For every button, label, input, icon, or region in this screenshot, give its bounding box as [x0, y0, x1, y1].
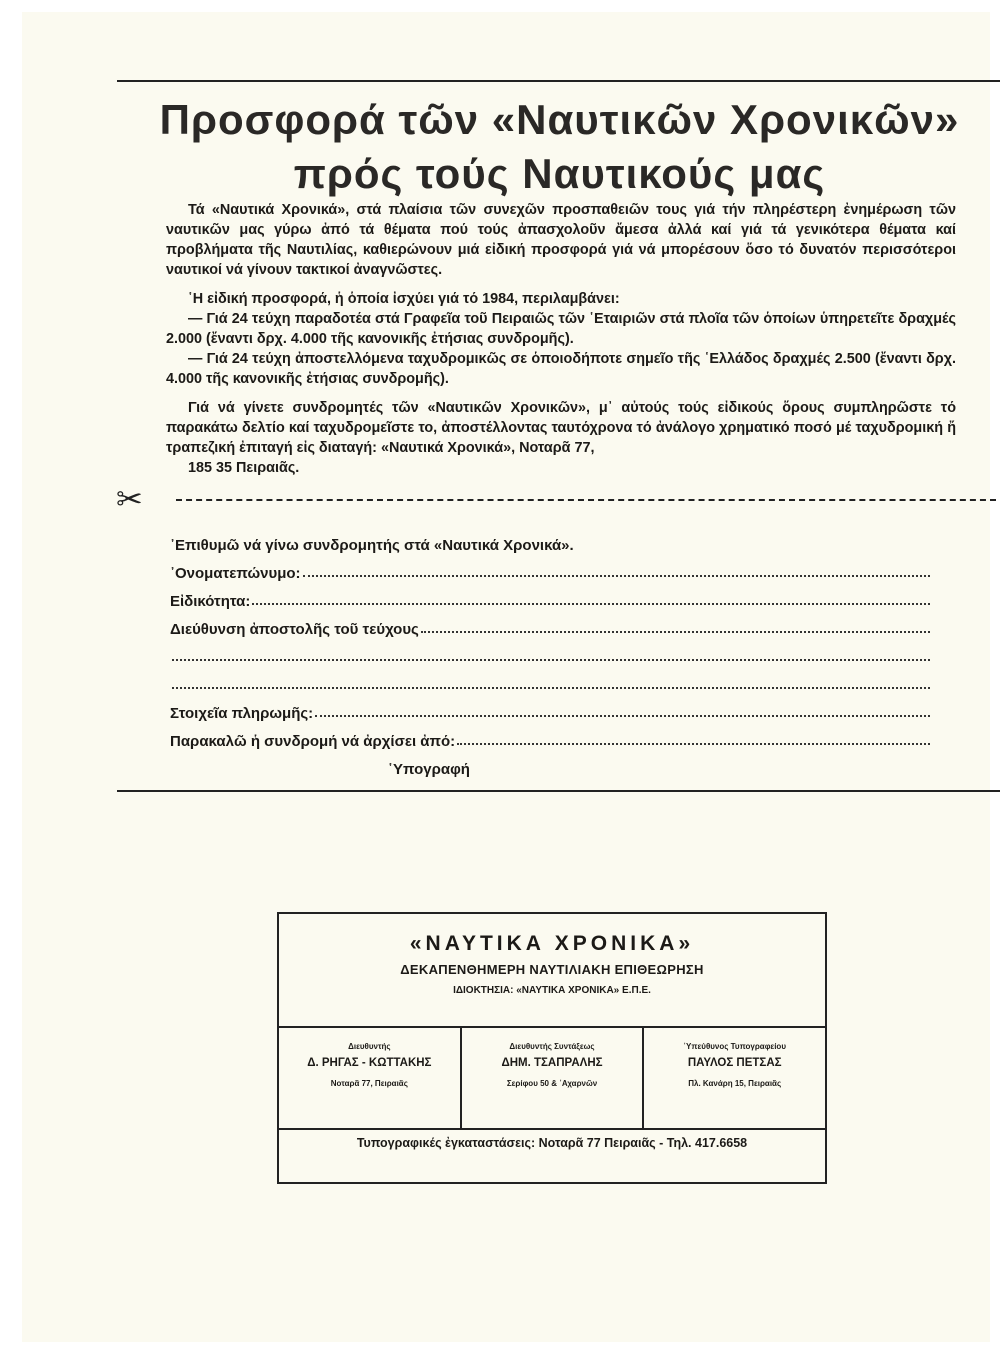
imprint-box: [277, 912, 827, 1184]
address-field[interactable]: [421, 630, 930, 633]
offer-item-1: — Γιά 24 τεύχη παραδοτέα στά Γραφεῖα τοῦ Πειραιῶς τῶν ῾Εταιριῶν στά πλοῖα τῶν ὁποίων ὑπηρετεῖτε δραχμές 2.000 (ἔναντι δρχ. 4.000 τῆς κανονικῆς ἐτήσιας συνδρομῆς).: [166, 311, 956, 347]
staff-role: Διευθυντής Συντάξεως: [509, 1042, 595, 1051]
payment-label: Στοιχεῖα πληρωμῆς:: [170, 705, 314, 722]
specialty-field[interactable]: [252, 602, 930, 605]
payment-field[interactable]: [315, 714, 930, 717]
signature-label: ῾Υπογραφή: [388, 761, 470, 778]
payment-row[interactable]: [170, 696, 930, 722]
address-label: Διεύθυνση ἀποστολῆς τοῦ τεύχους: [170, 621, 419, 638]
signature-row[interactable]: [170, 752, 930, 778]
staff-address: Σερίφου 50 & ᾽Αχαρνῶν: [506, 1079, 598, 1088]
name-field[interactable]: [303, 574, 930, 577]
address-row-2[interactable]: [170, 640, 930, 666]
bottom-rule: [117, 790, 1000, 792]
staff-name: ΠΑΥΛΟΣ ΠΕΤΣΑΣ: [687, 1057, 782, 1069]
staff-column-printer: [644, 1028, 825, 1128]
headline-line-2: πρός τούς Ναυτικούς μας: [293, 150, 826, 197]
staff-name: Δ. ΡΗΓΑΣ - ΚΩΤΤΑΚΗΣ: [307, 1057, 432, 1069]
magazine-page: [22, 12, 990, 1342]
subscription-form: [170, 528, 930, 780]
offer-paragraph: ῾Η εἰδική προσφορά, ἡ ὁποία ἰσχύει γιά τό 1984, περιλαμβάνει:: [188, 291, 620, 307]
ownership-line: ΙΔΙΟΚΤΗΣΙΑ: «ΝΑΥΤΙΚΑ ΧΡΟΝΙΚΑ» Ε.Π.Ε.: [453, 985, 651, 996]
address-field-line-2[interactable]: [172, 658, 930, 661]
name-row[interactable]: [170, 556, 930, 582]
form-heading: ᾽Επιθυμῶ νά γίνω συνδρομητής στά «Ναυτικά Χρονικά».: [170, 537, 574, 554]
top-rule: [117, 80, 1000, 82]
instructions-paragraph: Γιά νά γίνετε συνδρομητές τῶν «Ναυτικῶν Χρονικῶν», μ᾽ αὐτούς τούς εἰδικούς ὅρους συμπληρῶστε τό παρακάτω δελτίο καί ταχυδρομεῖστε το, ἀποστέλλοντας ταυτόχρονα τό ἀνάλογο χρηματικό ποσό μέ ταχυδρομική ἤ τραπεζική ἐπιταγή εἰς διαταγή: «Ναυτικά Χρονικά», Νοταρᾶ 77,: [166, 400, 956, 456]
postal-code: 185 35 Πειραιᾶς.: [188, 460, 300, 476]
form-heading-row: [170, 528, 930, 554]
magazine-subtitle: ΔΕΚΑΠΕΝΘΗΜΕΡΗ ΝΑΥΤΙΛΙΑΚΗ ΕΠΙΘΕΩΡΗΣΗ: [400, 962, 704, 977]
staff-column-editor: [462, 1028, 645, 1128]
printing-facilities: Τυπογραφικές ἐγκαταστάσεις: Νοταρᾶ 77 Πειραιᾶς - Τηλ. 417.6658: [356, 1136, 748, 1150]
offer-item-2: — Γιά 24 τεύχη ἀποστελλόμενα ταχυδρομικῶς σε ὁποιοδήποτε σημεῖο τῆς ῾Ελλάδος δραχμές 2.500 (ἔναντι δρχ. 4.000 τῆς κανονικῆς ἐτήσιας συνδρομῆς).: [166, 351, 956, 387]
start-label: Παρακαλῶ ἡ συνδρομή νά ἀρχίσει ἀπό:: [170, 733, 456, 750]
staff-role: Διευθυντής: [348, 1042, 391, 1051]
start-field[interactable]: [457, 742, 930, 745]
scissors-icon: ✂: [116, 481, 143, 517]
address-row[interactable]: [170, 612, 930, 638]
staff-address: Νοταρᾶ 77, Πειραιᾶς: [330, 1079, 408, 1088]
magazine-name: «ΝΑΥΤΙΚΑ ΧΡΟΝΙΚΑ»: [409, 932, 695, 955]
staff-columns: [279, 1026, 825, 1130]
specialty-label: Εἰδικότητα:: [170, 593, 251, 610]
imprint-header: [279, 932, 825, 996]
staff-column-director: [279, 1028, 462, 1128]
staff-address: Πλ. Κανάρη 15, Πειραιᾶς: [688, 1079, 782, 1088]
staff-role: ῾Υπεύθυνος Τυπογραφείου: [683, 1042, 786, 1051]
offer-text: [166, 200, 956, 478]
dashed-cut-line: [176, 499, 996, 501]
address-row-3[interactable]: [170, 668, 930, 694]
cut-line: [116, 482, 996, 516]
headline-line-1: Προσφορά τῶν «Ναυτικῶν Χρονικῶν»: [159, 96, 960, 143]
intro-paragraph: Τά «Ναυτικά Χρονικά», στά πλαίσια τῶν συνεχῶν προσπαθειῶν τους γιά τήν πληρέστερη ἐνημέρωση τῶν ναυτικῶν μας γύρω ἀπό τά θέματα πού τούς ἀπασχολοῦν ἄμεσα ἀλλά καί γιά τά γενικότερα θέματα καί προβλήματα τῆς Ναυτιλίας, καθιερώνουν μιά εἰδική προσφορά γιά νά μπορέσουν ὅσο τό δυνατόν περισσότεροι ναυτικοί νά γίνουν τακτικοί ἀναγνῶστες.: [166, 202, 956, 278]
name-label: ᾽Ονοματεπώνυμο:: [170, 565, 301, 582]
address-field-line-3[interactable]: [172, 686, 930, 689]
staff-name: ΔΗΜ. ΤΣΑΠΡΑΛΗΣ: [501, 1057, 603, 1069]
specialty-row[interactable]: [170, 584, 930, 610]
start-row[interactable]: [170, 724, 930, 750]
